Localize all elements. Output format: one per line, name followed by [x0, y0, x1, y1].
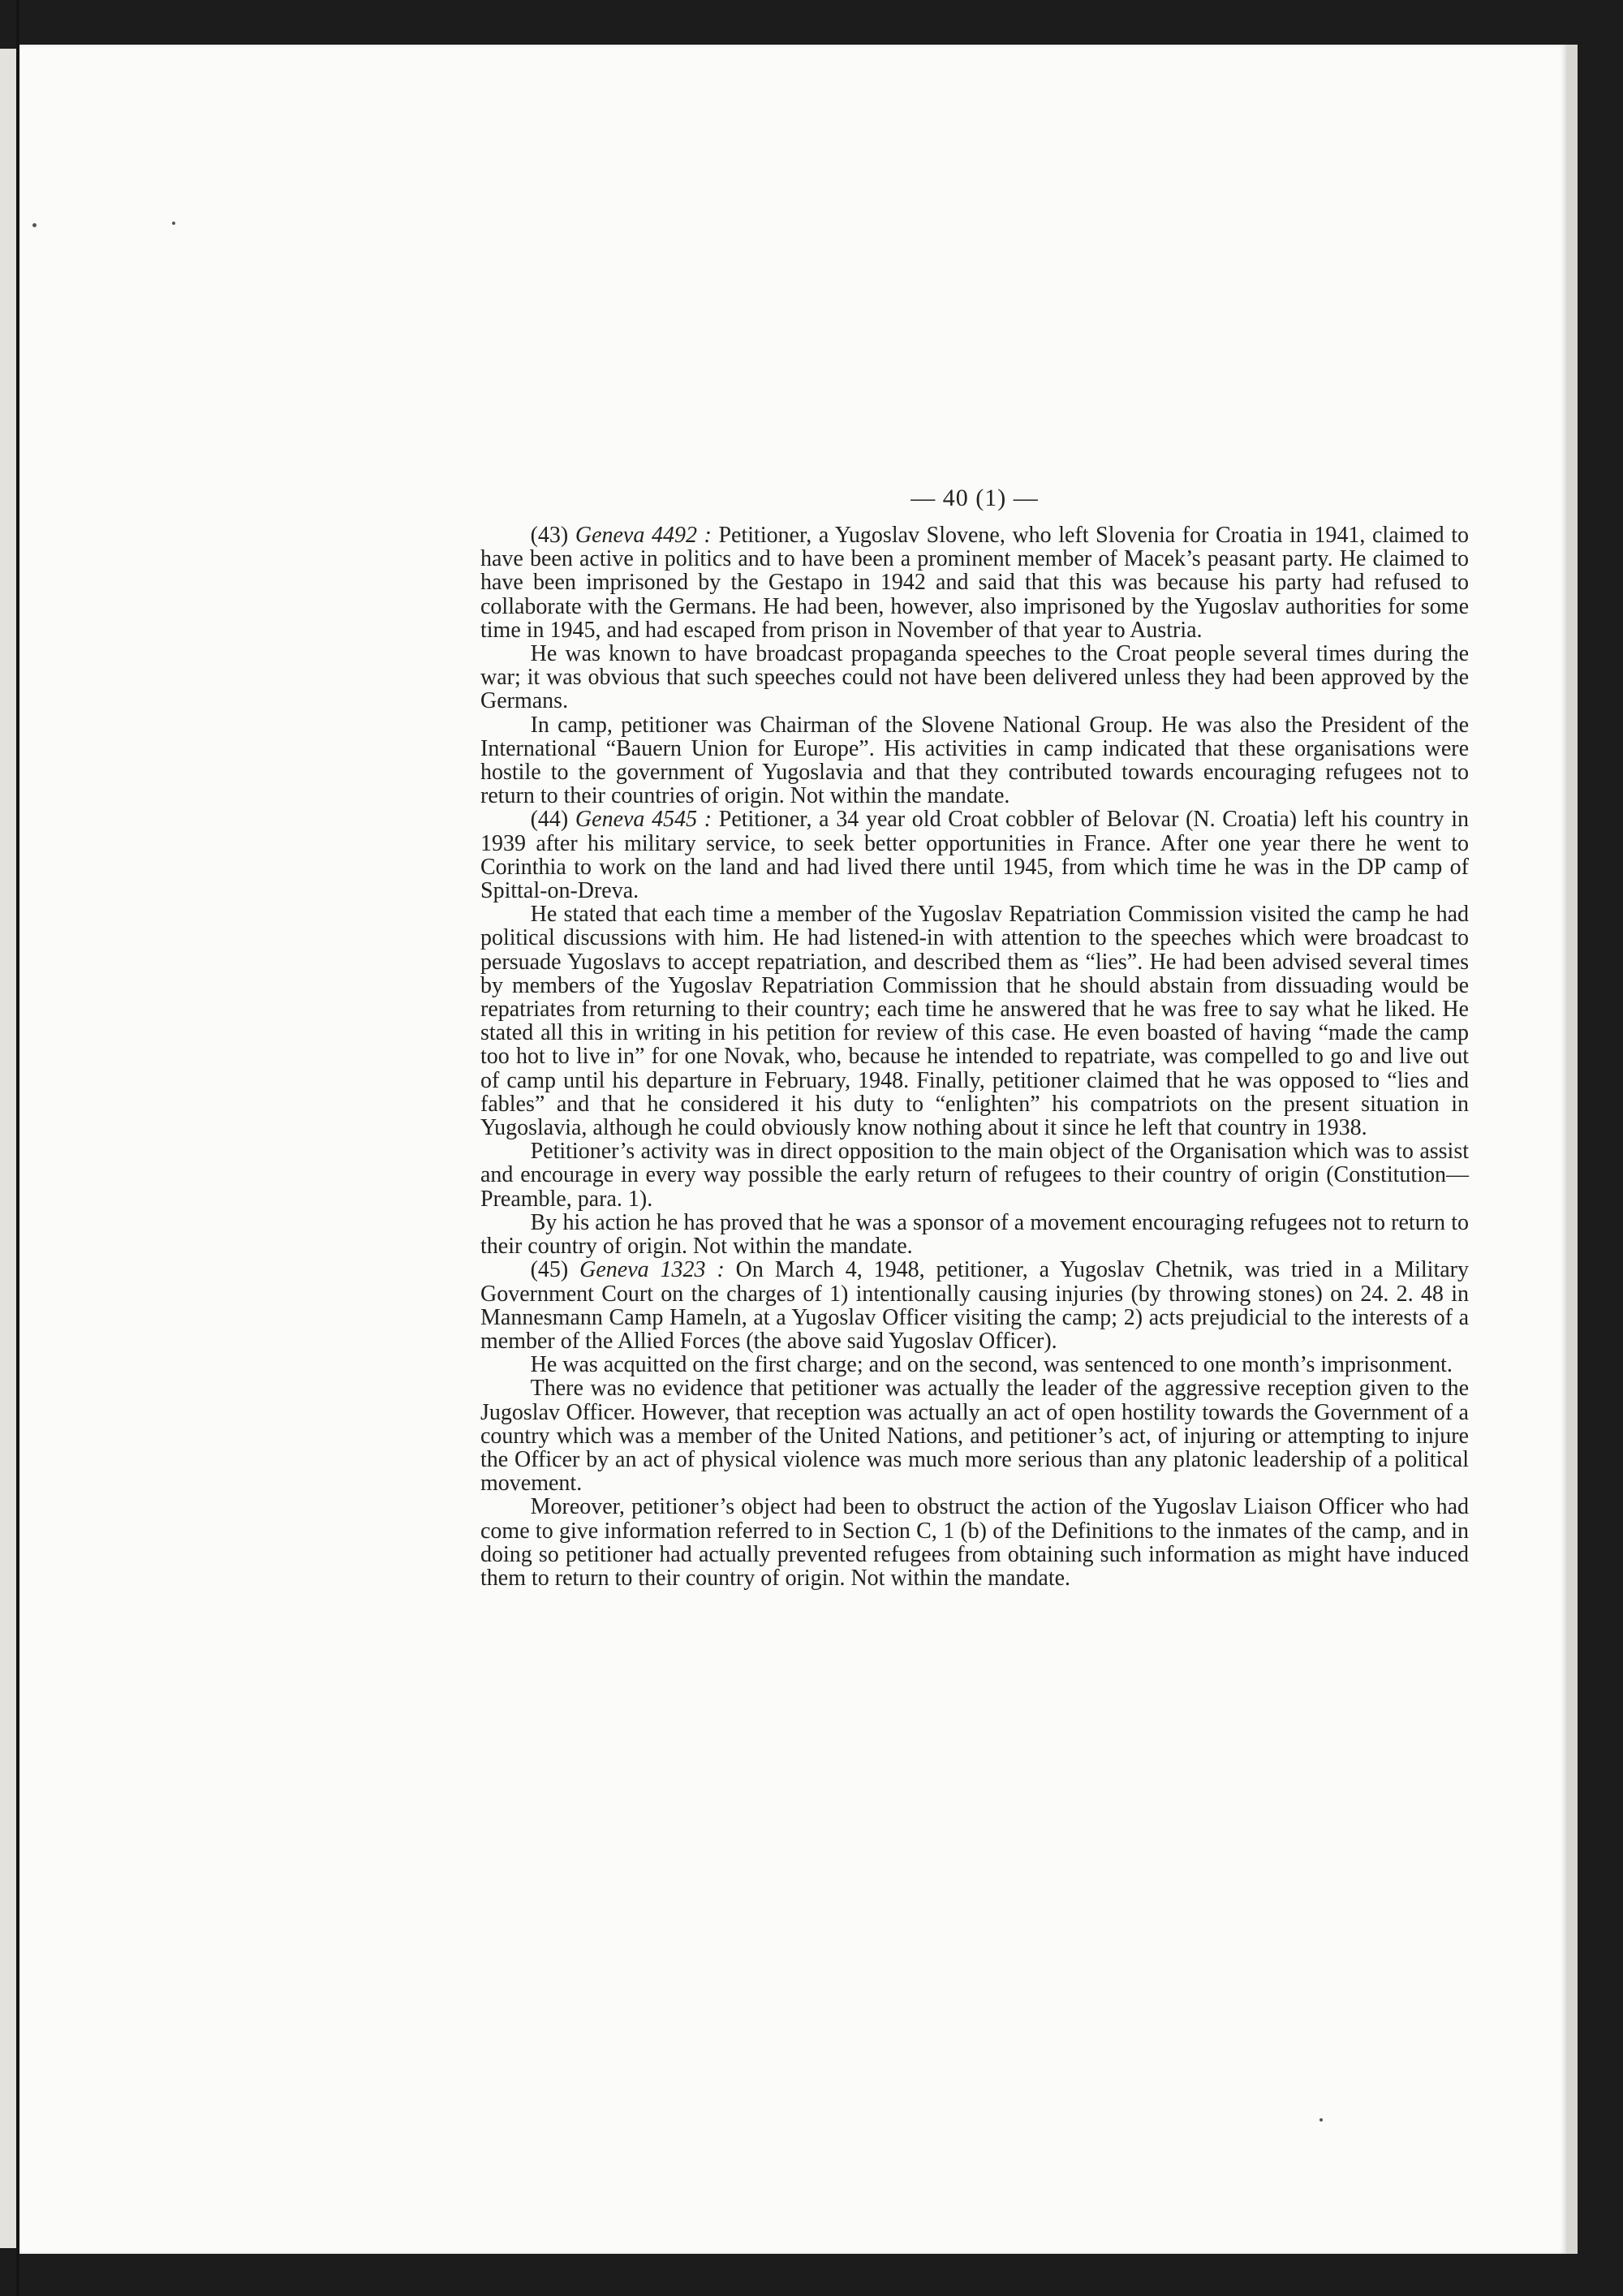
paragraph-case-44 [480, 808, 1469, 902]
left-page-edge [0, 49, 16, 2248]
paragraph-text: On March 4, 1948, petitioner, a Yugoslav Chetnik, was tried in a Military Government Court on the charges of 1) intentionally causing injuries (by throwing stones) on 24. 2. 48 in Mannesmann Camp Hameln, at a Yugoslav Officer visiting the camp; 2) acts prejudicial to the interests of a member of the Allied Forces (the above said Yugoslav Officer). [480, 1257, 1469, 1354]
paragraph: In camp, petitioner was Chairman of the Slovene National Group. He was also the President of the International “Bauern Union for Europe”. His activities in camp indicated that these organisations were hostile to the government of Yugoslavia and that they contributed towards encouraging refugees not to return to their countries of origin. Not within the mandate. [480, 712, 1469, 809]
right-page-edge [1566, 45, 1578, 2254]
case-reference: Geneva 1323 : [579, 1257, 725, 1283]
paragraph: Moreover, petitioner’s object had been to obstruct the action of the Yugoslav Liaison Officer who had come to give information referred to in Section C, 1 (b) of the Definitions to the inmates of the camp, and in doing so petitioner had actually prevented refugees from obtaining such information as might have induced them to return to their country of origin. Not within the mandate. [480, 1494, 1469, 1591]
paragraph: Petitioner’s activity was in direct opposition to the main object of the Organisation which was to assist and encourage in every way possible the early return of refugees to their country of origin (Constitution—Preamble, para. 1). [480, 1139, 1469, 1212]
paragraph: By his action he has proved that he was a sponsor of a movement encouraging refugees not to return to their country of origin. Not within the mandate. [480, 1209, 1469, 1260]
paragraph: He was acquitted on the first charge; and on the second, was sentenced to one month’s imprisonment. [530, 1352, 1453, 1378]
paragraph: He was known to have broadcast propaganda speeches to the Croat people several times during the war; it was obvious that such speeches could not have been delivered unless they had been approved by the Germans. [480, 641, 1469, 714]
page-body [480, 485, 1469, 1590]
paragraph-case-45 [480, 1258, 1469, 1353]
case-number: (43) [530, 523, 575, 548]
dust-speck [172, 222, 175, 225]
dust-speck [32, 223, 37, 227]
case-number: (45) [530, 1257, 580, 1283]
page-number: — 40 (1) — [911, 485, 1039, 511]
paragraph: There was no evidence that petitioner was actually the leader of the aggressive reception given to the Jugoslav Officer. However, that reception was actually an act of open hostility towards the Government of a country which was a member of the United Nations, and petitioner’s act, of injuring or attempting to injure the Officer by an act of physical violence was much more serious than any platonic leadership of a political movement. [480, 1376, 1469, 1497]
paragraph-text: Petitioner, a 34 year old Croat cobbler of Belovar (N. Croatia) left his country in 1939 after his military service, to seek better opportunities in France. After one year there he went to Corinthia to work on the land and had lived there until 1945, from which time he was in the DP camp of Spittal-on-Dreva. [480, 807, 1469, 904]
dust-speck [1319, 2118, 1323, 2122]
paragraph-text: Petitioner, a Yugoslav Slovene, who left Slovenia for Croatia in 1941, claimed to have been active in politics and to have been a prominent member of Macek’s peasant party. He claimed to have been imprisoned by the Gestapo in 1942 and said that this was because his party had refused to collaborate with the Germans. He had been, however, also imprisoned by the Yugoslav authorities for some time in 1945, and had escaped from prison in November of that year to Austria. [480, 523, 1469, 643]
case-reference: Geneva 4492 : [575, 523, 712, 548]
paragraph: He stated that each time a member of the Yugoslav Repatriation Commission visited the camp he had political discussions with him. He had listened-in with attention to the speeches which were broadcast to persuade Yugoslavs to accept repatriation, and described them as “lies”. He had been advised several times by members of the Yugoslav Repatriation Commission that he should abstain from dissuading would be repatriates from returning to their country; each time he answered that he was free to say what he liked. He stated all this in writing in his petition for review of this case. He even boasted of having “made the camp too hot to live in” for one Novak, who, because he intended to repatriate, was compelled to go and live out of camp until his departure in February, 1948. Finally, petitioner claimed that he was opposed to “lies and fables” and that he considered it his duty to “enlighten” his compatriots on the present situation in Yugoslavia, although he could obviously know nothing about it since he left that country in 1938. [480, 902, 1469, 1141]
paragraph-case-43 [480, 523, 1469, 642]
case-reference: Geneva 4545 : [575, 807, 712, 833]
case-number: (44) [530, 807, 575, 833]
